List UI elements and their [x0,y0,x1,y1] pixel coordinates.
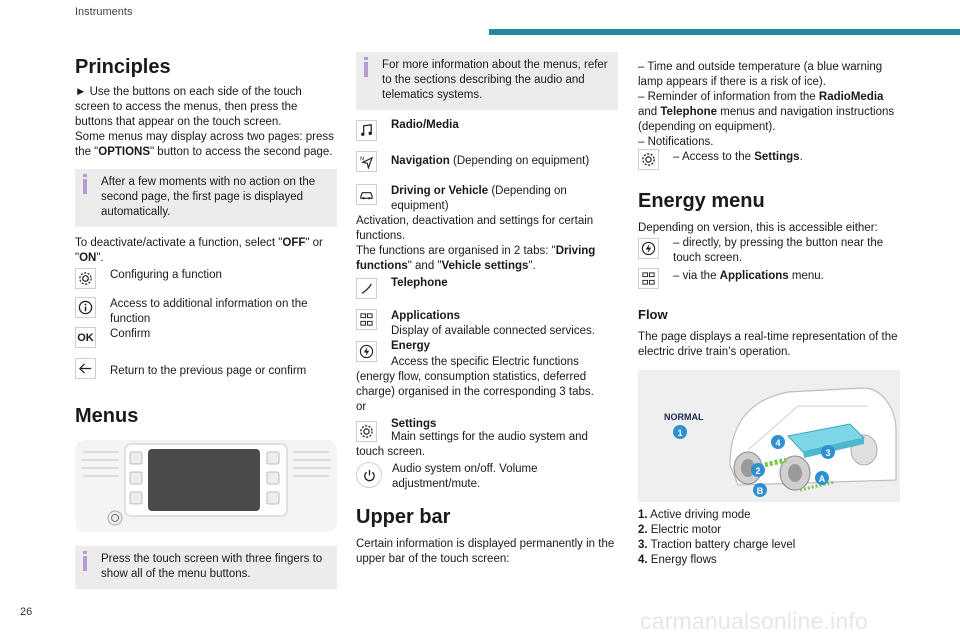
svg-text:N: N [359,156,365,163]
principles-heading: Principles [75,56,171,78]
column-3 [638,52,900,568]
energy-access-direct: – directly, by pressing the button near the touch screen. [638,236,900,266]
power-item: Audio system on/off. Volume adjustment/mute. [356,462,618,492]
page-number: 26 [20,606,33,618]
upper-bar-item-settings: – Access to the Settings. [638,150,900,170]
menu-energy: Energy [356,339,618,362]
upper-bar-item-notifications: – Notifications. [638,136,714,148]
callout-a [815,471,829,485]
callout-2 [751,463,765,477]
gear-icon [75,268,96,289]
info-circle-icon [75,297,96,318]
settings-desc: Main settings for the audio system and touch screen. [356,431,588,458]
item-info: Access to additional information on the function [75,297,337,327]
legend-item: 4. Energy flows [638,554,717,566]
info-icon [83,179,87,194]
back-arrow-icon [75,358,96,379]
principles-text: ► Use the buttons on each side of the touch screen to access the menus, then press the buttons that appear on the touch screen. [75,86,302,128]
or-text: or [356,401,367,413]
phone-icon [356,278,377,299]
legend-item: 1. Active driving mode [638,509,751,521]
callout-4 [771,435,785,449]
energy-bolt-icon [356,341,377,362]
svg-text:B: B [756,486,764,496]
menus-heading: Menus [75,405,139,427]
legend-item: 2. Electric motor [638,524,722,536]
ok-icon: OK [75,327,96,348]
energy-flow-illustration [638,370,900,502]
upper-bar-heading: Upper bar [356,506,451,528]
upper-bar-text: Certain information is displayed permanently in the upper bar of the touch screen: [356,538,615,565]
column-1 [75,52,337,589]
menu-telephone: Telephone [356,276,618,299]
watermark: carmanualsonline.info [640,608,868,634]
info-note-auto-page: After a few moments with no action on the second page, the first page is displayed automatically. [75,169,337,227]
upper-bar-item-time: – Time and outside temperature (a blue warning lamp appears if there is a risk of ice). [638,61,883,88]
options-text: Some menus may display across two pages: press the "OPTIONS" button to access the second page. [75,131,334,158]
car-icon [356,184,377,205]
svg-text:4: 4 [775,438,781,448]
info-icon [83,556,87,571]
menu-radio-media: Radio/Media [356,118,618,141]
menu-applications: Applications Display of available connected services. [356,309,618,339]
menu-settings: Settings [356,417,618,442]
column-2 [356,52,618,567]
power-icon [356,462,382,488]
settings-gear-icon [638,149,659,170]
energy-access-apps: – via the Applications menu. [638,266,900,289]
energy-bolt-icon [638,238,659,259]
item-configure: Configuring a function [75,268,337,289]
music-note-icon [356,120,377,141]
activation-text: Activation, deactivation and settings for certain functions. [356,215,594,242]
flow-text: The page displays a real-time representation of the electric drive train’s operation. [638,331,898,358]
touch-screen-illustration [75,440,337,532]
callout-1 [673,425,687,439]
callout-3 [821,445,835,459]
item-return: Return to the previous page or confirm [75,358,337,379]
energy-desc: Access the specific Electric functions (energy flow, consumption statistics, deferred charge) organised in the corresponding 3 tabs. [356,356,594,398]
info-icon [364,62,368,77]
callout-b [753,483,767,497]
energy-menu-text: Depending on version, this is accessible either: [638,222,878,234]
flow-legend [638,508,900,568]
menu-driving: Driving or Vehicle (Depending on equipment) [356,184,618,214]
apps-grid-icon [638,268,659,289]
section-title: Instruments [75,6,133,18]
svg-text:1: 1 [677,428,683,438]
svg-text:3: 3 [825,448,831,458]
flow-heading: Flow [638,307,668,322]
on-off-text: To deactivate/activate a function, select "OFF" or "ON". [75,237,323,264]
menu-navigation: N Navigation (Depending on equipment) [356,151,618,172]
info-note-more: For more information about the menus, refer to the sections describing the audio and telematics systems. [356,52,618,110]
energy-menu-heading: Energy menu [638,190,765,212]
upper-bar-item-reminder: – Reminder of information from the RadioMedia and Telephone menus and navigation instructions (depending on equipment). [638,91,895,133]
apps-grid-icon [356,309,377,330]
legend-item: 3. Traction battery charge level [638,539,796,551]
tabs-text: The functions are organised in 2 tabs: "Driving functions" and "Vehicle settings". [356,245,596,272]
settings-gear-icon [356,421,377,442]
svg-text:A: A [818,474,826,484]
info-note-three-fingers: Press the touch screen with three fingers to show all of the menu buttons. [75,546,337,589]
svg-text:2: 2 [755,466,761,476]
mode-text: NORMAL [664,412,704,422]
item-confirm: OK Confirm [75,327,337,348]
header-accent-bar [489,29,960,35]
navigation-arrow-icon [356,151,377,172]
